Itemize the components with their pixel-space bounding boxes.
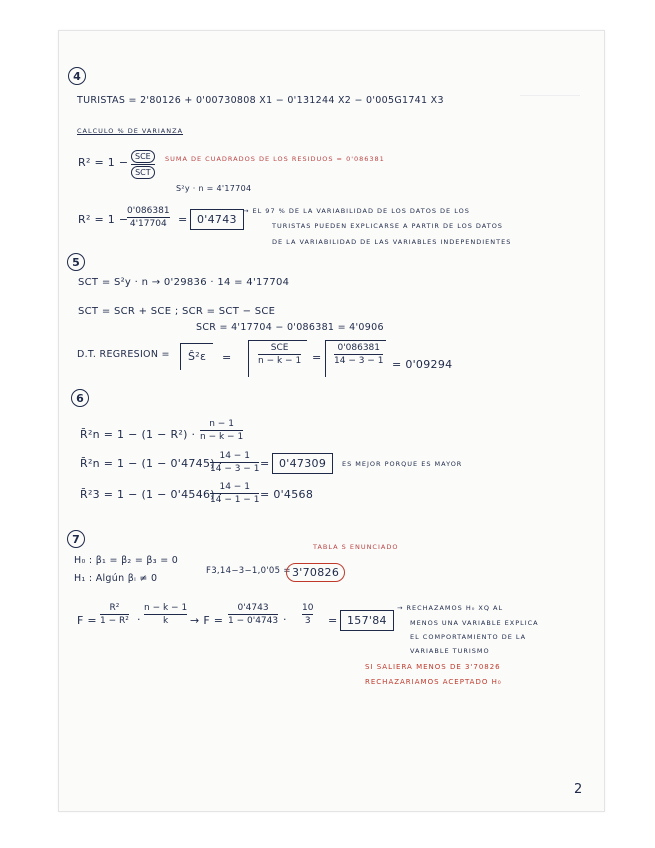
dt-num: SCE bbox=[270, 343, 289, 353]
adj-den: 14 − 3 − 1 bbox=[210, 464, 260, 474]
conclusion-line-2: MENOS UNA VARIABLE EXPLICA bbox=[410, 619, 539, 627]
dt-den-2: 14 − 3 − 1 bbox=[334, 356, 384, 366]
conclusion-line-3: EL COMPORTAMIENTO DE LA bbox=[410, 633, 527, 641]
f-formula-den: 1 − R² bbox=[100, 616, 129, 626]
r2-result: 0'4743 bbox=[190, 209, 244, 230]
adj-formula-num: n − 1 bbox=[209, 419, 234, 429]
h1-hypothesis: H₁ : Algún βᵢ ≠ 0 bbox=[74, 573, 158, 584]
adj-formula: R̄²n = 1 − (1 − R²) · bbox=[80, 428, 196, 441]
f-formula-num: R² bbox=[109, 603, 120, 613]
sct-note: S²y · n = 4'17704 bbox=[176, 184, 252, 193]
dt-eq-2: = bbox=[312, 351, 322, 364]
adj-formula-fraction bbox=[200, 419, 243, 442]
r2-eq-sign: = bbox=[178, 213, 188, 226]
f-value-dot: · bbox=[283, 613, 287, 626]
adj-num: 14 − 1 bbox=[219, 451, 250, 461]
section-4-label: 4 bbox=[68, 67, 86, 85]
sct-decomp: SCT = SCR + SCE ; SCR = SCT − SCE bbox=[78, 306, 276, 317]
f-eq: = bbox=[328, 614, 338, 627]
f-formula-frac-1 bbox=[100, 603, 129, 626]
f-value-den: 1 − 0'4743 bbox=[228, 616, 279, 626]
dt-label: D.T. REGRESION = bbox=[77, 349, 170, 360]
r3-fraction bbox=[210, 482, 259, 505]
f-critical-value: 3'70826 bbox=[286, 563, 345, 582]
interp-line-3: DE LA VARIABILIDAD DE LAS VARIABLES INDEPENDIENTES bbox=[272, 238, 512, 246]
f-formula-frac-2 bbox=[144, 603, 187, 626]
red-note-line-2: RECHAZARIAMOS ACEPTADO H₀ bbox=[365, 678, 502, 686]
f-critical-lhs: F3,14−3−1,0'05 = bbox=[206, 566, 291, 576]
scr-value: SCR = 4'17704 − 0'086381 = 4'0906 bbox=[196, 322, 384, 333]
dt-num-2: 0'086381 bbox=[337, 343, 380, 353]
adj-result: 0'47309 bbox=[272, 453, 333, 474]
f-value-num-2: 10 bbox=[302, 603, 314, 613]
r3-num: 14 − 1 bbox=[219, 482, 250, 492]
section-5-label: 5 bbox=[67, 253, 85, 271]
regression-model: TURISTAS = 2'80126 + 0'00730808 X1 − 0'131244 X2 − 0'005G1741 X3 bbox=[77, 95, 444, 106]
red-note-line-1: SI SALIERA MENOS DE 3'70826 bbox=[365, 663, 501, 671]
r2-eq-num: 0'086381 bbox=[127, 206, 170, 216]
bleed-through-mark bbox=[520, 95, 580, 136]
f-formula-den-2: k bbox=[162, 616, 169, 626]
adj-fraction bbox=[210, 451, 259, 474]
f-result: 157'84 bbox=[340, 610, 394, 631]
conclusion-line-1: → RECHAZAMOS H₀ XQ AL bbox=[397, 604, 504, 612]
sce-note: SUMA DE CUADRADOS DE LOS RESIDUOS = 0'086381 bbox=[165, 155, 385, 163]
sct-line: SCT = S²y · n → 0'29836 · 14 = 4'17704 bbox=[78, 277, 290, 288]
adj-eq: = bbox=[260, 457, 270, 470]
section-7-label: 7 bbox=[67, 530, 85, 548]
r3-line: R̄²3 = 1 − (1 − 0'4546) · bbox=[80, 488, 223, 501]
f-formula-num-2: n − k − 1 bbox=[144, 603, 188, 613]
f-value-num: 0'4743 bbox=[237, 603, 269, 613]
f-formula-lhs: F = bbox=[77, 614, 97, 627]
h0-hypothesis: H₀ : β₁ = β₂ = β₃ = 0 bbox=[74, 555, 179, 566]
dt-fraction-1 bbox=[258, 343, 301, 366]
r2-num: SCE bbox=[131, 150, 155, 163]
conclusion-line-4: VARIABLE TURISMO bbox=[410, 647, 490, 655]
interp-line-1: → EL 97 % DE LA VARIABILIDAD DE LOS DATOS DE LOS bbox=[243, 207, 470, 215]
dt-sigma: Ŝ²ε bbox=[188, 350, 207, 363]
section-6-label: 6 bbox=[71, 389, 89, 407]
r2-eq-lhs: R² = 1 − bbox=[78, 213, 129, 226]
f-arrow: → F = bbox=[190, 614, 224, 627]
r2-fraction bbox=[131, 150, 155, 179]
page-number: 2 bbox=[574, 782, 583, 797]
adj-formula-den: n − k − 1 bbox=[200, 432, 244, 442]
f-formula-dot: · bbox=[137, 613, 141, 626]
calc-heading: CALCULO % DE VARIANZA bbox=[77, 127, 184, 135]
dt-den: n − k − 1 bbox=[258, 356, 302, 366]
f-value-den-2: 3 bbox=[304, 616, 311, 626]
dt-eq-1: = bbox=[222, 351, 232, 364]
dt-result: = 0'09294 bbox=[392, 358, 453, 371]
dt-fraction-2 bbox=[334, 343, 383, 366]
interp-line-2: TURISTAS PUEDEN EXPLICARSE A PARTIR DE LOS DATOS bbox=[272, 222, 503, 230]
r3-result: = 0'4568 bbox=[260, 488, 314, 501]
r2-eq-den: 4'17704 bbox=[129, 219, 167, 229]
f-value-frac-2 bbox=[302, 603, 313, 626]
r2-lhs: R² = 1 − bbox=[78, 156, 129, 169]
r3-den: 14 − 1 − 1 bbox=[210, 495, 260, 505]
r2-den: SCT bbox=[131, 166, 155, 179]
table-note: TABLA S ENUNCIADO bbox=[313, 543, 399, 551]
r2-eq-fraction bbox=[127, 206, 170, 229]
notebook-page bbox=[58, 30, 605, 812]
adj-comment: ES MEJOR PORQUE ES MAYOR bbox=[342, 460, 463, 468]
f-value-frac-1 bbox=[228, 603, 278, 626]
adj-line: R̄²n = 1 − (1 − 0'4745) · bbox=[80, 457, 223, 470]
